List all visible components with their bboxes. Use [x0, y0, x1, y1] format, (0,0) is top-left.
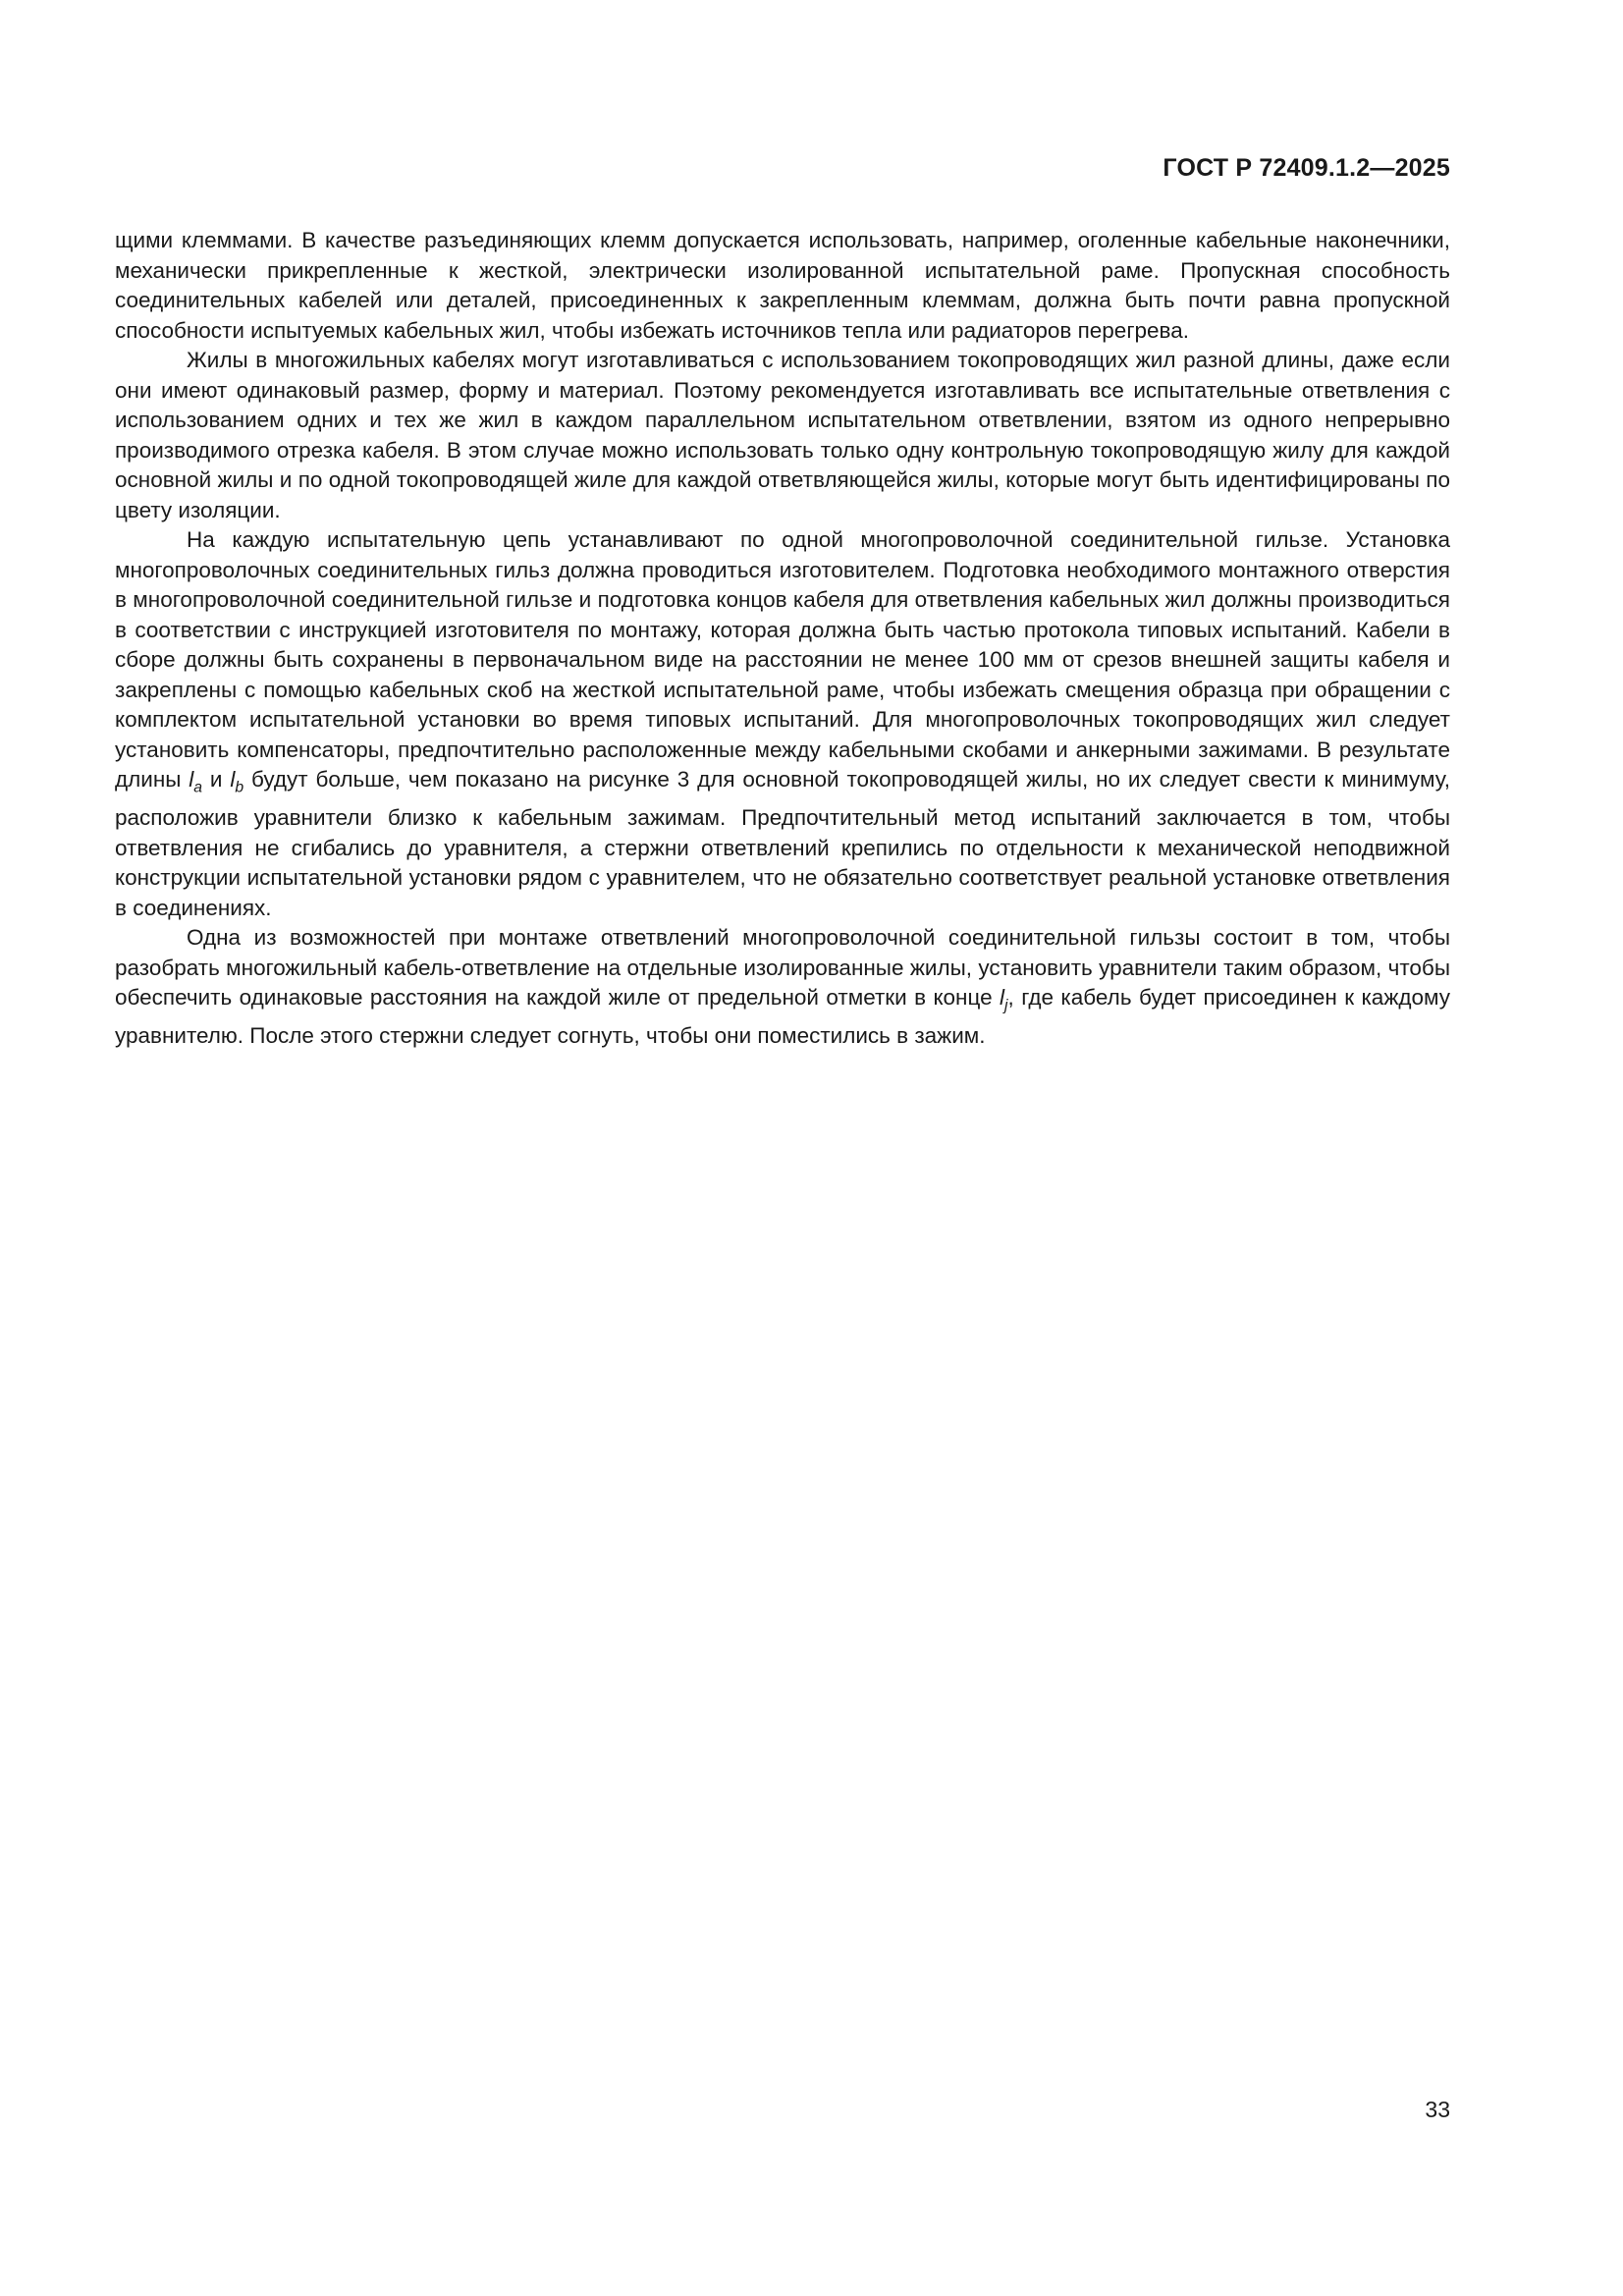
paragraph-text: , где кабель будет присоединен к каждому уравнителю. После этого стержни следует согнуть, чтобы они поместились в зажим.: [115, 985, 1450, 1048]
length-variable-lj: $l_j$: [1000, 985, 1008, 1014]
paragraph: щими клеммами. В качестве разъединяющих клемм допускается использовать, например, оголенные кабельные наконечники, механически прикрепленные к жесткой, электрически изолированной испытательной раме. Пропускная способность соединительных кабелей или деталей, присоединенных к закрепленным клеммам, должна быть почти равна пропускной способности испытуемых кабельных жил, чтобы избежать источников тепла или радиаторов перегрева.: [115, 228, 1450, 343]
paragraph: [115, 525, 1450, 923]
document-header: [1163, 154, 1450, 183]
page-number: 33: [1425, 2097, 1450, 2122]
paragraph-text: будут больше, чем показано на рисунке 3 для основной токопроводящей жилы, но их следует свести к минимуму, расположив уравнители близко к кабельным зажимам. Предпочтительный метод испытаний заключается в том, чтобы ответвления не сгибались до уравнителя, а стержни ответвлений крепились по отдельности к механической неподвижной конструкции испытательной установки рядом с уравнителем, что не обязательно соответствует реальной установке ответвления в соединениях.: [115, 767, 1450, 920]
paragraph: [115, 923, 1450, 1052]
length-variable-la: $l_a$: [189, 767, 203, 796]
paragraph-text: Одна из возможностей при монтаже ответвлений многопроволочной соединительной гильзы состоит в том, чтобы разобрать многожильный кабель-ответвление на отдельные изолированные жилы, установить уравнители таким образом, чтобы обеспечить одинаковые расстояния на каждой жиле от предельной отметки в конце: [115, 925, 1450, 1010]
paragraph-text: и: [202, 767, 231, 792]
standard-code: ГОСТ Р 72409.1.2—2025: [1163, 154, 1450, 182]
length-variable-lb: $l_b$: [230, 767, 244, 796]
paragraph: Жилы в многожильных кабелях могут изготавливаться с использованием токопроводящих жил разной длины, даже если они имеют одинаковый размер, форму и материал. Поэтому рекомендуется изготавливать все испытательные ответвления с использованием одних и тех же жил в каждом параллельном испытательном ответвлении, взятом из одного непрерывно производимого отрезка кабеля. В этом случае можно использовать только одну контрольную токопроводящую жилу для каждой основной жилы и по одной токопроводящей жиле для каждой ответвляющейся жилы, которые могут быть идентифицированы по цвету изоляции.: [115, 348, 1450, 522]
paragraph-text: На каждую испытательную цепь устанавливают по одной многопроволочной соединительной гильзе. Установка многопроволочных соединительных гильз должна проводиться изготовителем. Подготовка необходимого монтажного отверстия в многопроволочной соединительной гильзе и подготовка концов кабеля для ответвления кабельных жил должны производиться в соответствии с инструкцией изготовителя по монтажу, которая должна быть частью протокола типовых испытаний. Кабели в сборе должны быть сохранены в первоначальном виде на расстоянии не менее 100 мм от срезов внешней защиты кабеля и закреплены с помощью кабельных скоб на жесткой испытательной раме, чтобы избежать смещения образца при обращении с комплектом испытательной установки во время типовых испытаний. Для многопроволочных токопроводящих жил следует установить компенсаторы, предпочтительно расположенные между кабельными скобами и анкерными зажимами. В результате длины: [115, 527, 1450, 792]
document-body: [115, 226, 1450, 1052]
